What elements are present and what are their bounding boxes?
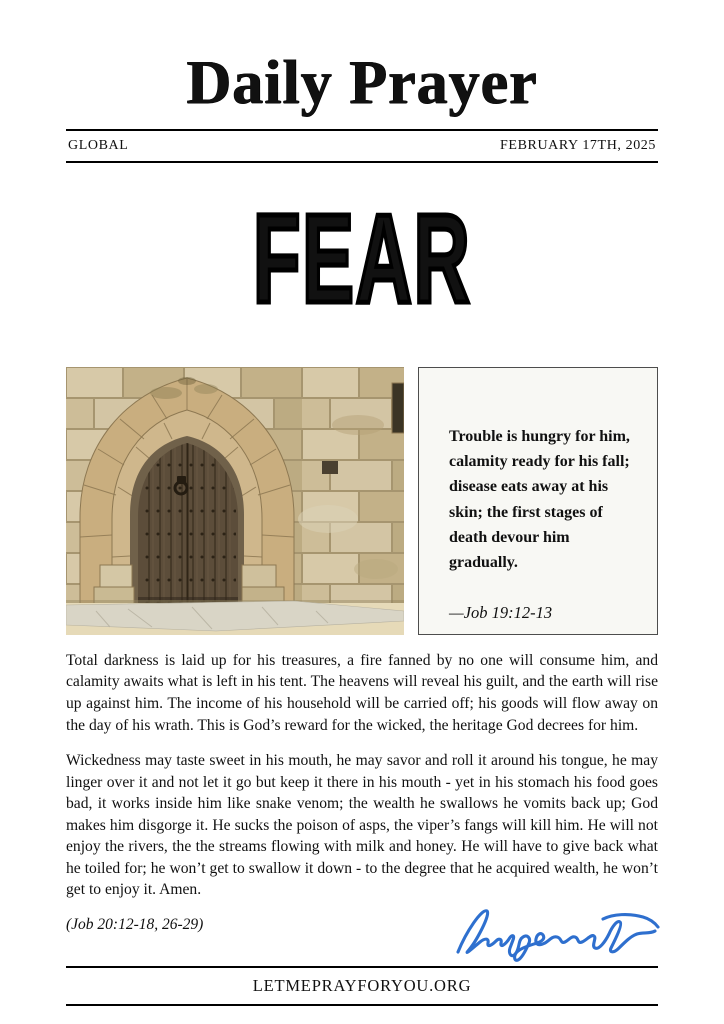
headline-text: FEAR: [252, 188, 472, 330]
signature-stroke-flourish: [603, 914, 658, 926]
signature-stroke-main: [458, 910, 655, 960]
signature-image: [452, 898, 664, 962]
footer-url: LETMEPRAYFORYOU.ORG: [252, 975, 472, 995]
feature-row: [66, 367, 658, 635]
headline: [66, 188, 658, 330]
masthead-title: Daily Prayer: [186, 49, 538, 117]
dateline: [66, 129, 658, 163]
door-photo: [66, 367, 404, 635]
footer: [66, 966, 658, 1006]
arrow-slit: [392, 383, 404, 433]
stone-path: [66, 600, 404, 635]
edition-region-label: GLOBAL: [68, 137, 129, 153]
quote-box: [418, 367, 658, 635]
wall-hole: [322, 461, 338, 474]
article-paragraph-1: Total darkness is laid up for his treasures, a fire fanned by no one will consume him, and calamity awaits what is left in his tent. The heavens will reveal his guilt, and the earth will rise up against him. The income of his household will be carried off; his goods will flow away on the day of his wrath. This is God’s reward for the wicked, the heritage God decrees for him.: [66, 651, 658, 734]
issue-date-label: FEBRUARY 17TH, 2025: [500, 137, 656, 153]
masthead: [66, 0, 658, 117]
quote-attribution: —Job 19:12-13: [449, 602, 553, 622]
article-paragraph-2: Wickedness may taste sweet in his mouth, he may savor and roll it around his tongue, he may linger over it and not let it go but keep it there in his mouth - yet in his stomach his food goes bad, it works inside him like snake venom; the wealth he swallows he vomits back up; God makes him disgorge it. He sucks the poison of asps, the viper’s fangs will kill him. He will not enjoy the rivers, the the streams flowing with milk and honey. He will have to give back what he toiled for; he won’t get to swallow it down - to the degree that he acquired wealth, he won’t get to enjoy it. Amen.: [66, 752, 658, 899]
scripture-citation: (Job 20:12-18, 26-29): [66, 915, 204, 933]
citation-signature-row: [66, 914, 658, 964]
article-body: [66, 650, 658, 901]
quote-text: Trouble is hungry for him, calamity ready for his fall; disease eats away at his skin; the first stages of death devour him gradually.: [449, 427, 630, 572]
